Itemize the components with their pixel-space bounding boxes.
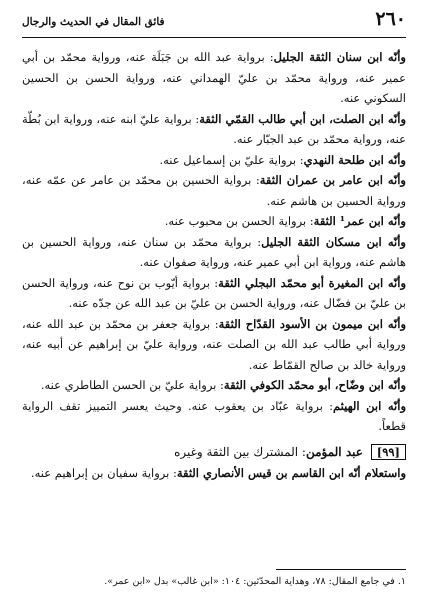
section-heading (22, 441, 406, 463)
paragraph: وأنّه ابن ميمون بن الأسود القدّاح الثقة: برواية جعفر بن محمّد بن عبد الله عنه، ورواية أبي طالب عبد الله بن الصلت عنه، ورواية عليّ بن إبراهيم عن أبيه عنه، ورواية خالد بن صالح القمّاط عنه. (22, 316, 406, 372)
closing-paragraph: واستعلام أنّه ابن القاسم بن قيس الأنصاري الثقة: برواية سفيان بن إبراهيم عنه. (30, 465, 406, 480)
footnote-divider (276, 569, 406, 570)
paragraph: وأنّه ابن عامر بن عمران الثقة: برواية الحسين بن محمّد بن عامر عن عمّه عنه، ورواية الحسين بن هاشم عنه. (22, 173, 406, 208)
running-title: فائق المقال في الحديث والرجال (22, 16, 165, 28)
paragraph: وأنّه ابن مسكان الثقة الجليل: برواية محمّد بن سنان عنه، ورواية الحسين بن هاشم عنه، ورواية ابن أبي عمير عنه، ورواية صفوان عنه. (22, 234, 406, 269)
header-divider (22, 37, 406, 38)
paragraph: وأنّه ابن الهيثم: برواية عبّاد بن يعقوب عنه. وحيث يعسر التمييز تقف الرواية قطعاً. (22, 398, 406, 433)
paragraph: وأنّه ابن وضّاح، أبو محمّد الكوفي الثقة: برواية عليّ بن الحسن الطاطري عنه. (40, 378, 406, 392)
paragraph: وأنّه ابن المغيرة أبو محمّد البجلي الثقة: برواية أيّوب بن نوح عنه، ورواية الحسن بن عليّ بن فضّال عنه، ورواية الحسن بن عليّ بن عبد الله عن جدّه عنه. (22, 275, 407, 310)
paragraph: وأنّه ابن عمر¹ الثقة: برواية الحسن بن محبوب عنه. (164, 214, 406, 228)
paragraph: وأنّه ابن الصلت، ابن أبي طالب القمّي الثقة: برواية عليّ ابنه عنه، ورواية ابن بُطّة عنه، ورواية محمّد بن عبد الجبّار عنه. (22, 111, 406, 146)
paragraph: وأنّه ابن سنان الثقة الجليل: برواية عبد الله بن جَبَلَة عنه، ورواية محمّد بن أبي عمير عنه، ورواية محمّد بن عليّ الهمداني عنه، ورواية الحسن بن الحسين السكوني عنه. (22, 50, 406, 105)
page-number: ٢٦٠ (375, 8, 406, 30)
section-number: [٩٩] (371, 444, 406, 460)
page-header (22, 6, 406, 36)
main-text (22, 47, 406, 483)
section-title: عبد المؤمن (305, 444, 363, 459)
footnote: ١. في جامع المقال: ٧٨، وهداية المحدّثين: ١٠٤: «ابن غالب» بدل «ابن عمر». (104, 576, 406, 587)
section-subtitle: : المشترك بين الثقة وغيره (174, 444, 306, 459)
paragraph: وأنّه ابن طلحة النهدي: برواية عليّ بن إسماعيل عنه. (159, 152, 406, 167)
